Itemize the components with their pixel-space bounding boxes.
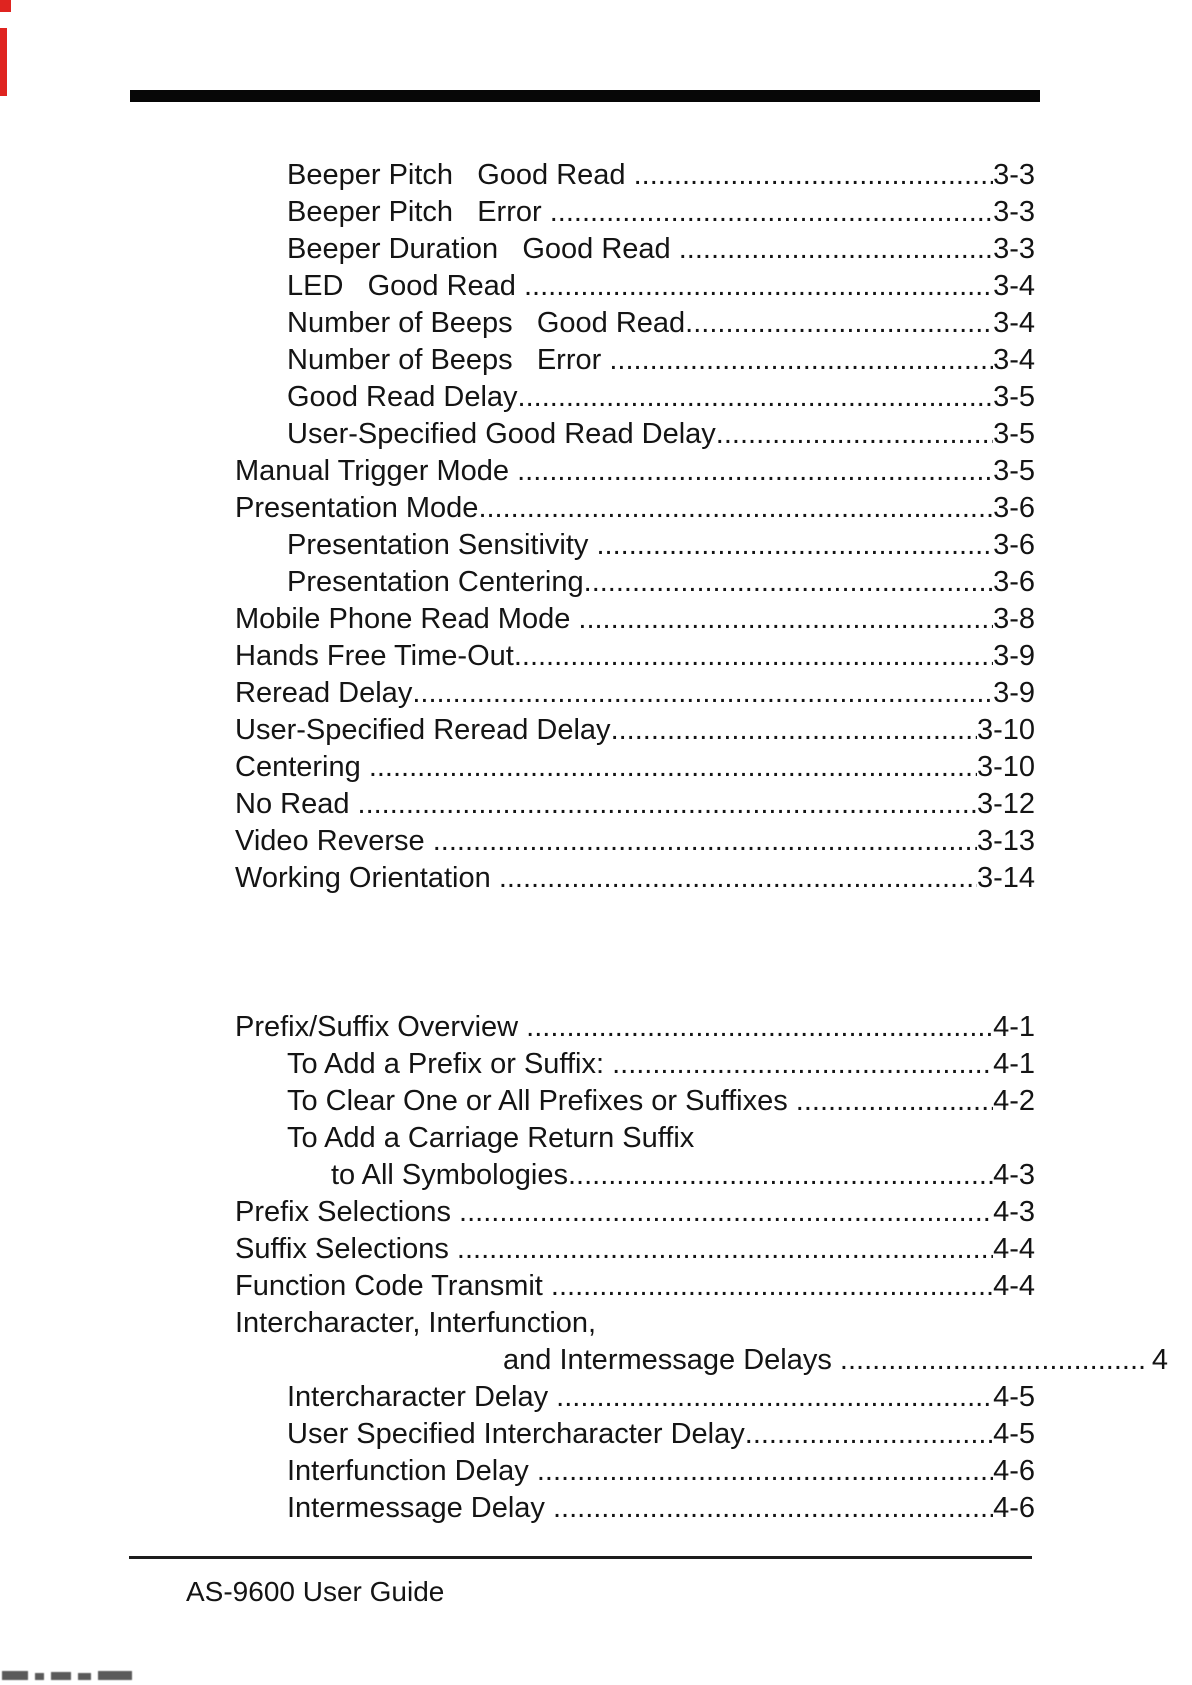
toc-page-number: 3-4 xyxy=(993,270,1035,302)
leader-dots xyxy=(685,305,993,342)
toc-entry xyxy=(235,1009,1035,1046)
toc-section-2 xyxy=(235,1009,1168,1527)
toc-page-number: 3-9 xyxy=(993,677,1035,709)
toc-page-number: 4-1 xyxy=(993,1048,1035,1080)
toc-page-number: 3-5 xyxy=(993,455,1035,487)
leader-dots xyxy=(609,342,993,379)
toc-entry xyxy=(235,1120,1035,1157)
leader-dots xyxy=(369,749,977,786)
toc-entry xyxy=(235,1046,1035,1083)
toc-page-number: 4 xyxy=(1143,1344,1168,1376)
toc-page-number: 4-6 xyxy=(993,1492,1035,1524)
leader-dots xyxy=(568,1157,993,1194)
toc-page-number: 3-9 xyxy=(993,640,1035,672)
leader-dots xyxy=(433,823,977,860)
toc-page-number: 3-10 xyxy=(976,714,1035,746)
leader-dots xyxy=(518,379,994,416)
leader-dots xyxy=(796,1083,993,1120)
toc-entry-title: Good Read Delay xyxy=(287,381,518,413)
toc-entry xyxy=(235,268,1035,305)
toc-entry-title: To Add a Carriage Return Suffix xyxy=(287,1122,695,1154)
toc-entry-title: Intermessage Delay xyxy=(287,1492,553,1524)
leader-dots xyxy=(611,712,977,749)
toc-entry-title: Presentation Centering xyxy=(287,566,584,598)
toc-entry xyxy=(235,157,1035,194)
toc-entry xyxy=(235,1490,1035,1527)
toc-entry xyxy=(235,453,1035,490)
leader-dots xyxy=(550,194,993,231)
toc-entry xyxy=(235,1194,1035,1231)
toc-entry-title: LED Good Read xyxy=(287,270,524,302)
leader-dots xyxy=(840,1342,1144,1379)
toc-entry xyxy=(235,638,1035,675)
toc-page-number: 4-6 xyxy=(993,1455,1035,1487)
leader-dots xyxy=(412,675,993,712)
leader-dots xyxy=(537,1453,993,1490)
toc-entry xyxy=(235,564,1035,601)
toc-entry xyxy=(235,1416,1035,1453)
toc-entry-title: Reread Delay xyxy=(235,677,413,709)
toc-page-number: 3-13 xyxy=(976,825,1035,857)
toc-entry xyxy=(235,823,1035,860)
leader-dots xyxy=(457,1231,993,1268)
toc-entry-title: Video Reverse xyxy=(235,825,433,857)
toc-entry xyxy=(235,305,1035,342)
leader-dots xyxy=(596,527,993,564)
toc-entry-title: to All Symbologies xyxy=(331,1159,568,1191)
toc-entry xyxy=(235,231,1035,268)
toc-entry-title: Beeper Pitch Error xyxy=(287,196,550,228)
toc-entry xyxy=(235,749,1035,786)
leader-dots xyxy=(499,860,977,897)
toc-page-number: 3-8 xyxy=(993,603,1035,635)
toc-page-number: 4-4 xyxy=(993,1270,1035,1302)
toc-entry xyxy=(235,379,1035,416)
toc-entry-title: To Add a Prefix or Suffix: xyxy=(287,1048,613,1080)
toc-entry-title: Intercharacter Delay xyxy=(287,1381,557,1413)
toc-page-number: 3-4 xyxy=(993,344,1035,376)
toc-entry-title: Prefix/Suffix Overview xyxy=(235,1011,527,1043)
toc-page-number: 3-3 xyxy=(993,159,1035,191)
toc-page-number: 4-3 xyxy=(993,1159,1035,1191)
toc-entry-title: Number of Beeps Error xyxy=(287,344,610,376)
toc-entry-title: Hands Free Time-Out xyxy=(235,640,514,672)
toc-entry xyxy=(235,1268,1035,1305)
toc-page-number: 4-5 xyxy=(993,1381,1035,1413)
leader-dots xyxy=(634,157,993,194)
footer-text: AS-9600 User Guide xyxy=(186,1576,445,1607)
table-of-contents xyxy=(235,157,1168,1527)
leader-dots xyxy=(358,786,977,823)
toc-entry xyxy=(235,1157,1035,1194)
leader-dots xyxy=(517,453,993,490)
toc-page-number: 4-4 xyxy=(993,1233,1035,1265)
toc-entry-title: Beeper Duration Good Read xyxy=(287,233,679,265)
leader-dots xyxy=(553,1490,993,1527)
toc-entry xyxy=(235,1083,1035,1120)
leader-dots xyxy=(745,1416,993,1453)
leader-dots xyxy=(478,490,993,527)
toc-entry xyxy=(235,490,1035,527)
toc-entry xyxy=(235,1305,1035,1342)
toc-page-number: 3-6 xyxy=(993,566,1035,598)
toc-entry xyxy=(235,860,1035,897)
toc-page-number: 3-14 xyxy=(976,862,1035,894)
toc-entry xyxy=(235,601,1035,638)
scan-artifact-bottom-smudge xyxy=(2,1671,132,1680)
toc-entry xyxy=(235,1379,1035,1416)
leader-dots xyxy=(612,1046,993,1083)
toc-entry xyxy=(235,712,1035,749)
toc-page-number: 3-5 xyxy=(993,381,1035,413)
toc-section-1 xyxy=(235,157,1035,897)
leader-dots xyxy=(578,601,993,638)
leader-dots xyxy=(556,1379,993,1416)
toc-entry-title: User Specified Intercharacter Delay xyxy=(287,1418,745,1450)
toc-entry xyxy=(235,416,1035,453)
toc-entry-title: No Read xyxy=(235,788,358,820)
toc-page-number: 3-10 xyxy=(976,751,1035,783)
toc-entry xyxy=(235,1342,1168,1379)
toc-entry xyxy=(235,527,1035,564)
toc-page-number: 4-2 xyxy=(993,1085,1035,1117)
toc-entry-title: Working Orientation xyxy=(235,862,499,894)
toc-entry-title: Mobile Phone Read Mode xyxy=(235,603,579,635)
scan-artifact-edge-strip xyxy=(0,28,7,96)
toc-entry-title: and Intermessage Delays xyxy=(503,1344,840,1376)
toc-entry-title: Centering xyxy=(235,751,369,783)
toc-entry-title: Prefix Selections xyxy=(235,1196,460,1228)
leader-dots xyxy=(584,564,993,601)
chapter-divider-rule xyxy=(130,90,1040,102)
toc-entry xyxy=(235,786,1035,823)
footer-rule xyxy=(129,1556,1032,1559)
leader-dots xyxy=(679,231,993,268)
toc-entry-title: Interfunction Delay xyxy=(287,1455,537,1487)
toc-page-number: 3-6 xyxy=(993,529,1035,561)
leader-dots xyxy=(514,638,993,675)
toc-entry-title: Presentation Mode xyxy=(235,492,479,524)
toc-page-number: 3-3 xyxy=(993,233,1035,265)
toc-page-number: 4-1 xyxy=(993,1011,1035,1043)
toc-page-number: 4-3 xyxy=(993,1196,1035,1228)
toc-page-number: 3-12 xyxy=(976,788,1035,820)
toc-entry xyxy=(235,342,1035,379)
toc-entry-title: Number of Beeps Good Read xyxy=(287,307,686,339)
toc-entry xyxy=(235,1231,1035,1268)
toc-page-number: 3-4 xyxy=(993,307,1035,339)
leader-dots xyxy=(459,1194,993,1231)
leader-dots xyxy=(551,1268,993,1305)
toc-entry-title: User-Specified Reread Delay xyxy=(235,714,611,746)
scan-artifact-edge-top xyxy=(0,0,11,12)
leader-dots xyxy=(716,416,993,453)
toc-page-number: 3-6 xyxy=(993,492,1035,524)
toc-page-number: 4-5 xyxy=(993,1418,1035,1450)
toc-entry xyxy=(235,1453,1035,1490)
toc-entry-title: Beeper Pitch Good Read xyxy=(287,159,634,191)
toc-entry-title: Manual Trigger Mode xyxy=(235,455,518,487)
toc-entry-title: To Clear One or All Prefixes or Suffixes xyxy=(287,1085,796,1117)
toc-entry xyxy=(235,194,1035,231)
toc-entry-title: Function Code Transmit xyxy=(235,1270,551,1302)
toc-entry-title: Suffix Selections xyxy=(235,1233,457,1265)
leader-dots xyxy=(526,1009,993,1046)
toc-entry xyxy=(235,675,1035,712)
toc-page-number: 3-3 xyxy=(993,196,1035,228)
toc-entry-title: User-Specified Good Read Delay xyxy=(287,418,716,450)
toc-page-number: 3-5 xyxy=(993,418,1035,450)
toc-entry-title: Intercharacter, Interfunction, xyxy=(235,1307,597,1339)
leader-dots xyxy=(524,268,993,305)
toc-entry-title: Presentation Sensitivity xyxy=(287,529,597,561)
